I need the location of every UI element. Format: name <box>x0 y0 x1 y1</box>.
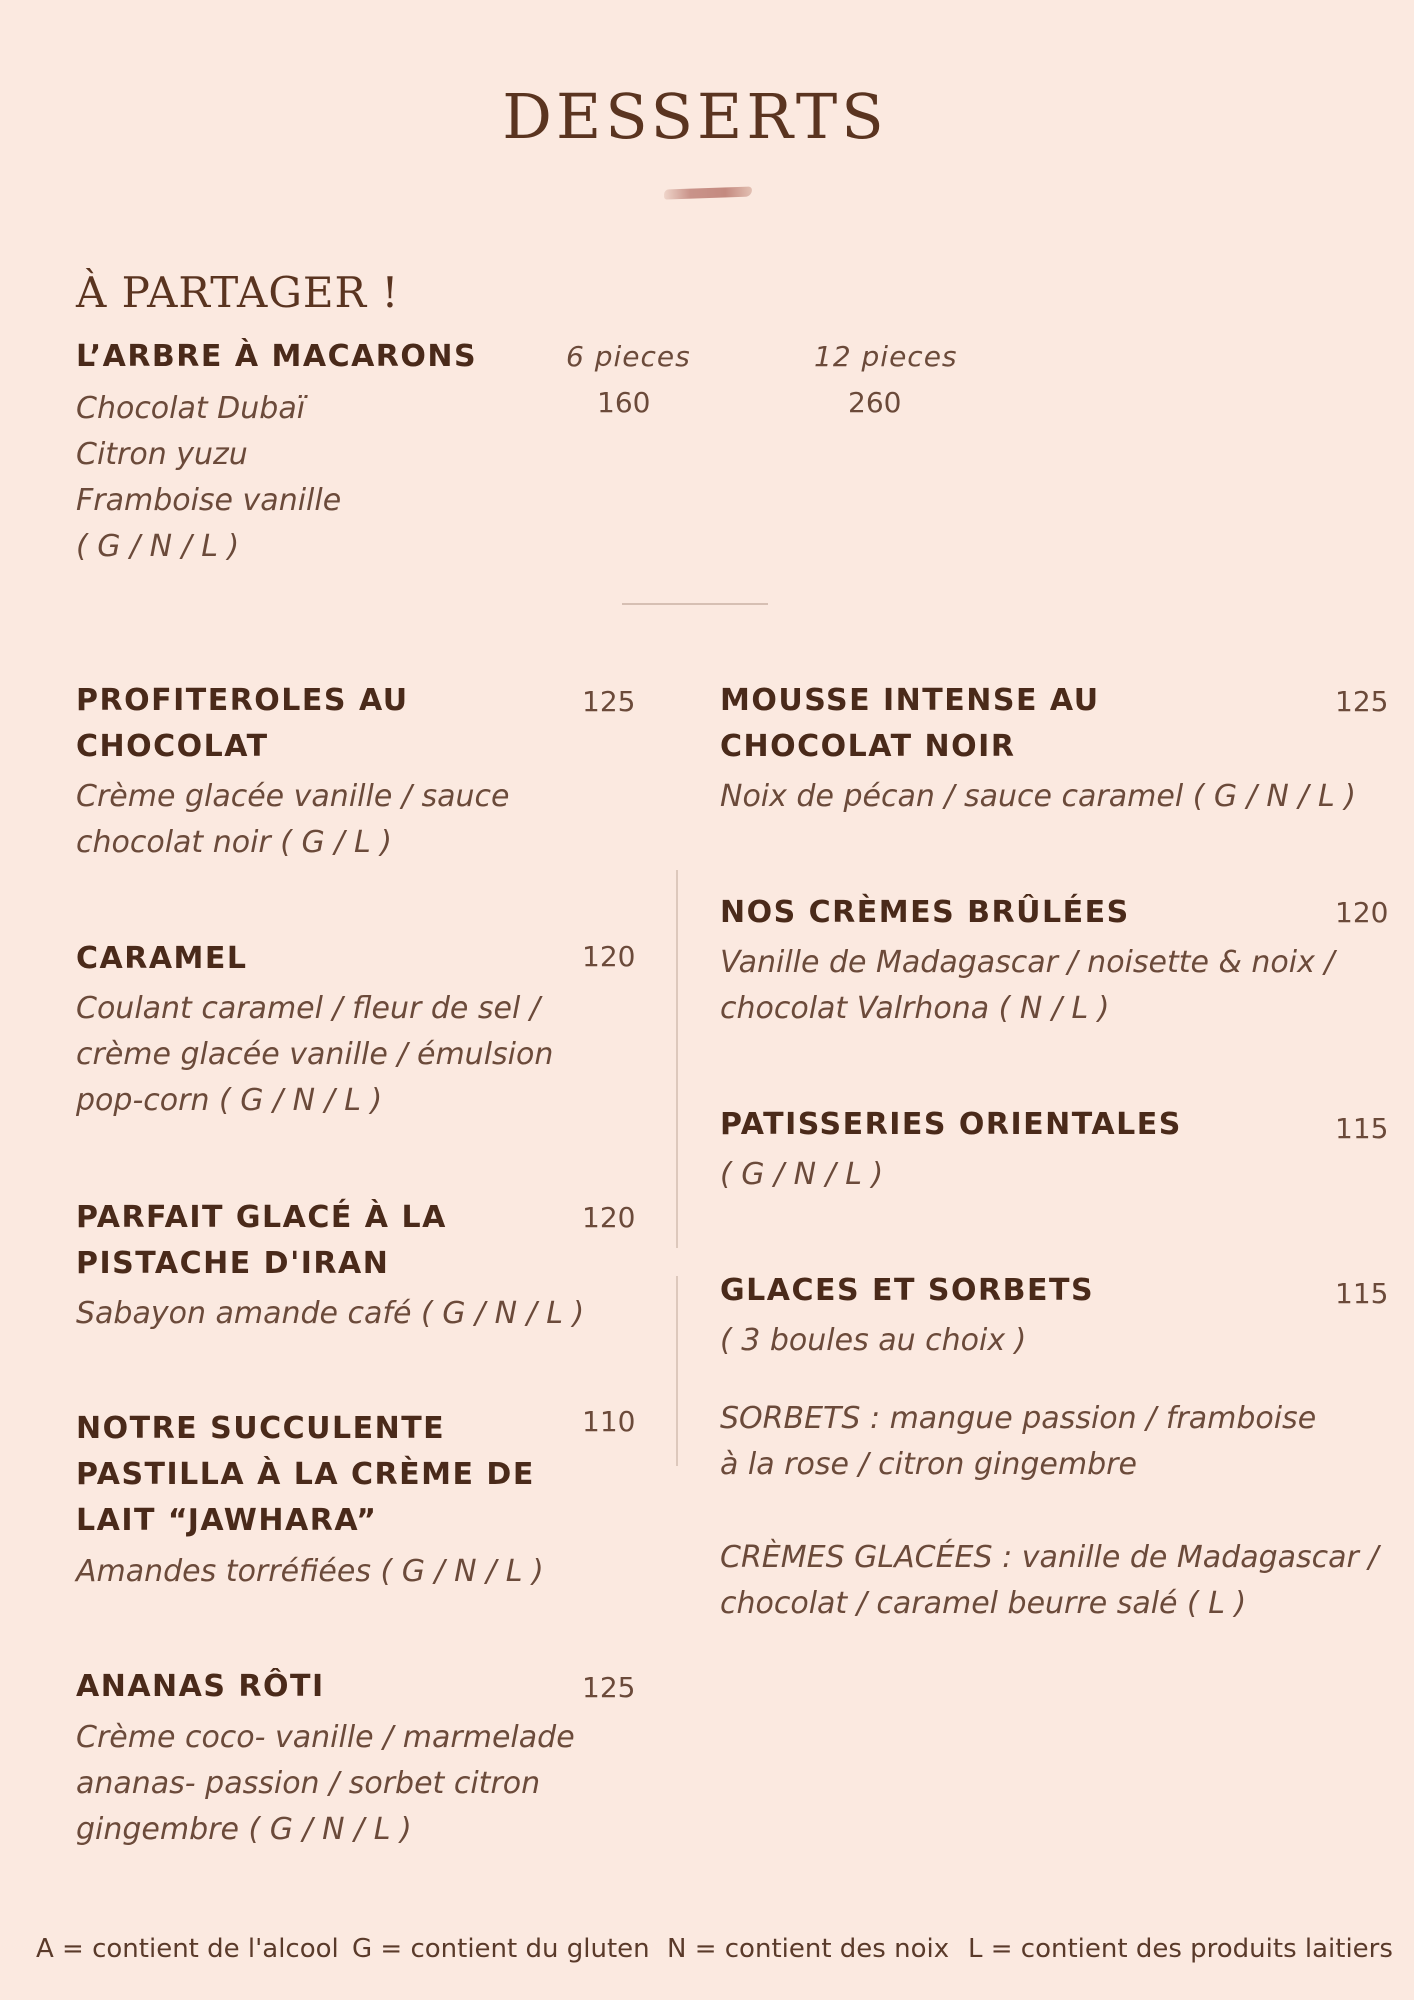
menu-item-description: Vanille de Madagascar / noisette & noix / chocolat Valrhona ( N / L ) <box>720 945 1335 1026</box>
menu-item-price: 125 <box>582 685 636 718</box>
menu-item-price: 115 <box>1335 1112 1389 1145</box>
menu-item-name: MOUSSE INTENSE AU CHOCOLAT NOIR <box>720 683 1100 764</box>
menu-item-description: Sabayon amande café ( G / N / L ) <box>76 1296 585 1331</box>
menu-item-name: GLACES ET SORBETS <box>720 1273 1095 1308</box>
menu-item-description: Crème coco- vanille / marmelade ananas- passion / sorbet citron gingembre ( G / N / L ) <box>76 1720 575 1847</box>
menu-item-price: 120 <box>1335 896 1389 929</box>
menu-item-description: Amandes torréfiées ( G / N / L ) <box>76 1554 544 1589</box>
menu-item-name: PATISSERIES ORIENTALES <box>720 1107 1182 1142</box>
option-6-price: 160 <box>597 386 651 419</box>
column-divider <box>676 1276 678 1466</box>
legend-noix: N = contient des noix <box>667 1934 950 1964</box>
menu-item-description: ( G / N / L ) <box>720 1157 884 1192</box>
section-divider <box>622 603 768 605</box>
macarons-name: L’ARBRE À MACARONS <box>76 339 478 374</box>
menu-item-price: 125 <box>1335 685 1389 718</box>
menu-item-price: 110 <box>582 1405 636 1438</box>
page-title: DESSERTS <box>502 80 888 153</box>
menu-item-price: 115 <box>1335 1277 1389 1310</box>
share-heading: À PARTAGER ! <box>76 268 400 317</box>
legend-alcool: A = contient de l'alcool <box>36 1934 339 1964</box>
brush-stroke-decoration <box>664 186 752 199</box>
menu-item-description: Crème glacée vanille / sauce chocolat noir ( G / L ) <box>76 779 510 860</box>
menu-item-description: Coulant caramel / fleur de sel / crème glacée vanille / émulsion pop-corn ( G / N / L ) <box>76 991 554 1118</box>
menu-item-price: 120 <box>582 1201 636 1234</box>
sorbets-list: SORBETS : mangue passion / framboise à la rose / citron gingembre <box>720 1401 1317 1482</box>
menu-item-name: NOS CRÈMES BRÛLÉES <box>720 895 1130 930</box>
menu-item-price: 125 <box>582 1671 636 1704</box>
column-divider <box>676 870 678 1248</box>
cremes-glacees-list: CRÈMES GLACÉES : vanille de Madagascar / chocolat / caramel beurre salé ( L ) <box>720 1540 1379 1621</box>
menu-item-name: NOTRE SUCCULENTE PASTILLA À LA CRÈME DE LAIT “JAWHARA” <box>76 1411 535 1538</box>
macarons-flavors: Chocolat Dubaï Citron yuzu Framboise vanille ( G / N / L ) <box>76 391 342 564</box>
menu-item-name: PARFAIT GLACÉ À LA PISTACHE D'IRAN <box>76 1200 447 1281</box>
option-12-price: 260 <box>848 386 902 419</box>
menu-item-description: Noix de pécan / sauce caramel ( G / N / L ) <box>720 779 1356 814</box>
menu-item-name: PROFITEROLES AU CHOCOLAT <box>76 683 409 764</box>
legend-gluten: G = contient du gluten <box>352 1934 650 1964</box>
legend-laitiers: L = contient des produits laitiers <box>968 1934 1393 1964</box>
menu-item-price: 120 <box>582 940 636 973</box>
menu-item-name: ANANAS RÔTI <box>76 1669 325 1704</box>
menu-item-description: ( 3 boules au choix ) <box>720 1323 1027 1358</box>
option-12-label: 12 pieces <box>814 340 958 373</box>
option-6-label: 6 pieces <box>566 340 691 373</box>
menu-item-name: CARAMEL <box>76 941 248 976</box>
